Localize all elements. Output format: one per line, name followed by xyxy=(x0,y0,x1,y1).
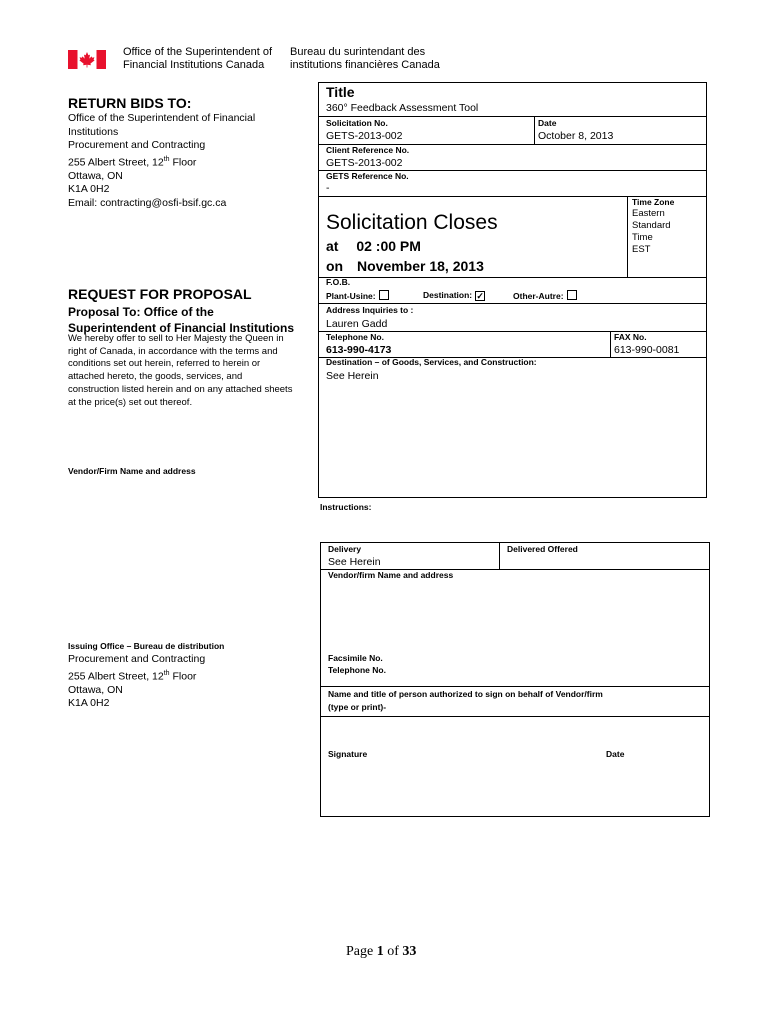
client-ref-label: Client Reference No. xyxy=(326,145,410,155)
title-value: 360° Feedback Assessment Tool xyxy=(326,102,479,114)
return-line-2: Institutions xyxy=(68,125,119,138)
telephone-no-label: Telephone No. xyxy=(328,665,386,675)
rfp-body-line: at the price(s) set out thereof. xyxy=(68,396,193,408)
tz-line: Eastern xyxy=(632,208,665,219)
destination-option: Destination: ✓ xyxy=(423,290,484,301)
signature-label: Signature xyxy=(328,749,368,759)
page-number: Page 1 of 33 xyxy=(346,944,417,959)
authorized-line1: Name and title of person authorized to sign on behalf of Vendor/firm xyxy=(328,689,603,699)
proposal-to xyxy=(68,304,294,336)
plant-option: Plant-Usine: xyxy=(326,290,389,301)
close-time-row xyxy=(326,238,421,254)
other-option: Other-Autre: xyxy=(513,290,577,301)
close-date-row xyxy=(326,258,484,274)
canada-flag-logo xyxy=(68,50,106,69)
return-bids-heading: RETURN BIDS TO: xyxy=(68,95,192,111)
issuing-line-4: K1A 0H2 xyxy=(68,697,110,709)
check-icon: ✓ xyxy=(476,291,484,301)
tz-line: EST xyxy=(632,244,651,255)
issuing-line-3: Ottawa, ON xyxy=(68,683,123,696)
address-inquiries-label: Address Inquiries to : xyxy=(326,305,414,315)
issuing-line-1: Procurement and Contracting xyxy=(68,653,206,665)
signature-box xyxy=(320,716,710,817)
delivered-offered-label: Delivered Offered xyxy=(507,544,578,554)
solicitation-no-label: Solicitation No. xyxy=(326,118,388,128)
rfp-body-line: construction listed herein and on any attached sheets xyxy=(68,383,293,395)
facsimile-label: Facsimile No. xyxy=(328,653,383,663)
return-bids-address xyxy=(68,112,255,210)
rfp-body-line: attached hereto, the goods, services, and xyxy=(68,371,243,383)
tz-line: Time xyxy=(632,232,653,243)
issuing-office-label: Issuing Office – Bureau de distribution xyxy=(68,641,225,651)
vendor-name-label: Vendor/firm Name and address xyxy=(328,570,454,580)
time-zone-label: Time Zone xyxy=(632,197,675,207)
proposal-to-line2: Superintendent of Financial Institutions xyxy=(68,321,295,335)
destination-goods-value: See Herein xyxy=(326,370,379,382)
gets-ref-value: - xyxy=(326,182,330,194)
close-date-value: November 18, 2013 xyxy=(357,258,484,274)
signature-date-label: Date xyxy=(606,749,625,759)
destination-goods-label: Destination – of Goods, Services, and Construction: xyxy=(326,357,537,367)
fob-label: F.O.B. xyxy=(326,277,351,287)
org-name-en xyxy=(123,46,272,71)
maple-leaf-icon xyxy=(68,50,106,69)
issuing-line-2: 255 Albert Street, 12th Floor xyxy=(68,669,197,682)
return-line-5: Ottawa, ON xyxy=(68,169,123,182)
other-checkbox[interactable] xyxy=(567,290,577,300)
tz-line: Standard xyxy=(632,220,671,231)
delivery-label: Delivery xyxy=(328,544,362,554)
fax-value: 613-990-0081 xyxy=(614,344,680,356)
on-label: on xyxy=(326,258,344,274)
solicitation-no-value: GETS-2013-002 xyxy=(326,130,403,142)
telephone-value: 613-990-4173 xyxy=(326,344,392,356)
instructions-label: Instructions: xyxy=(320,502,372,512)
return-line-1: Office of the Superintendent of Financial xyxy=(68,112,256,124)
solicitation-closes-heading: Solicitation Closes xyxy=(326,211,498,234)
destination-checkbox[interactable] xyxy=(475,291,485,301)
address-inquiries-value: Lauren Gadd xyxy=(326,318,388,330)
return-line-6: K1A 0H2 xyxy=(68,183,110,195)
rfp-heading: REQUEST FOR PROPOSAL xyxy=(68,286,252,302)
proposal-to-line1: Proposal To: Office of the xyxy=(68,305,214,319)
org-name-fr-line1: Bureau du surintendant des xyxy=(290,46,426,58)
org-name-en-line2: Financial Institutions Canada xyxy=(123,58,265,71)
rfp-body xyxy=(68,333,292,409)
issuing-office-address xyxy=(68,653,205,711)
at-label: at xyxy=(326,238,339,254)
fax-label: FAX No. xyxy=(614,332,647,342)
close-time-value: 02 :00 PM xyxy=(356,238,421,254)
plant-checkbox[interactable] xyxy=(379,290,389,300)
org-name-en-line1: Office of the Superintendent of xyxy=(123,46,273,58)
title-label: Title xyxy=(326,84,355,100)
return-line-3: Procurement and Contracting xyxy=(68,139,206,151)
client-ref-value: GETS-2013-002 xyxy=(326,157,403,169)
delivery-value: See Herein xyxy=(328,556,381,568)
org-name-fr xyxy=(290,46,440,71)
rfp-body-line: right of Canada, in accordance with the terms and xyxy=(68,345,278,357)
telephone-label: Telephone No. xyxy=(326,332,384,342)
date-label: Date xyxy=(538,118,557,128)
time-zone-value xyxy=(632,208,671,256)
return-line-4: 255 Albert Street, 12th Floor xyxy=(68,155,197,168)
vendor-firm-label: Vendor/Firm Name and address xyxy=(68,466,196,476)
return-email: Email: contracting@osfi-bsif.gc.ca xyxy=(68,196,227,209)
gets-ref-label: GETS Reference No. xyxy=(326,171,409,181)
date-value: October 8, 2013 xyxy=(538,130,614,142)
rfp-body-line: We hereby offer to sell to Her Majesty the Queen in xyxy=(68,333,284,344)
authorized-line2: (type or print)- xyxy=(328,702,387,712)
org-name-fr-line2: institutions financières Canada xyxy=(290,58,440,71)
rfp-body-line: conditions set out herein, referred to herein or xyxy=(68,358,261,370)
